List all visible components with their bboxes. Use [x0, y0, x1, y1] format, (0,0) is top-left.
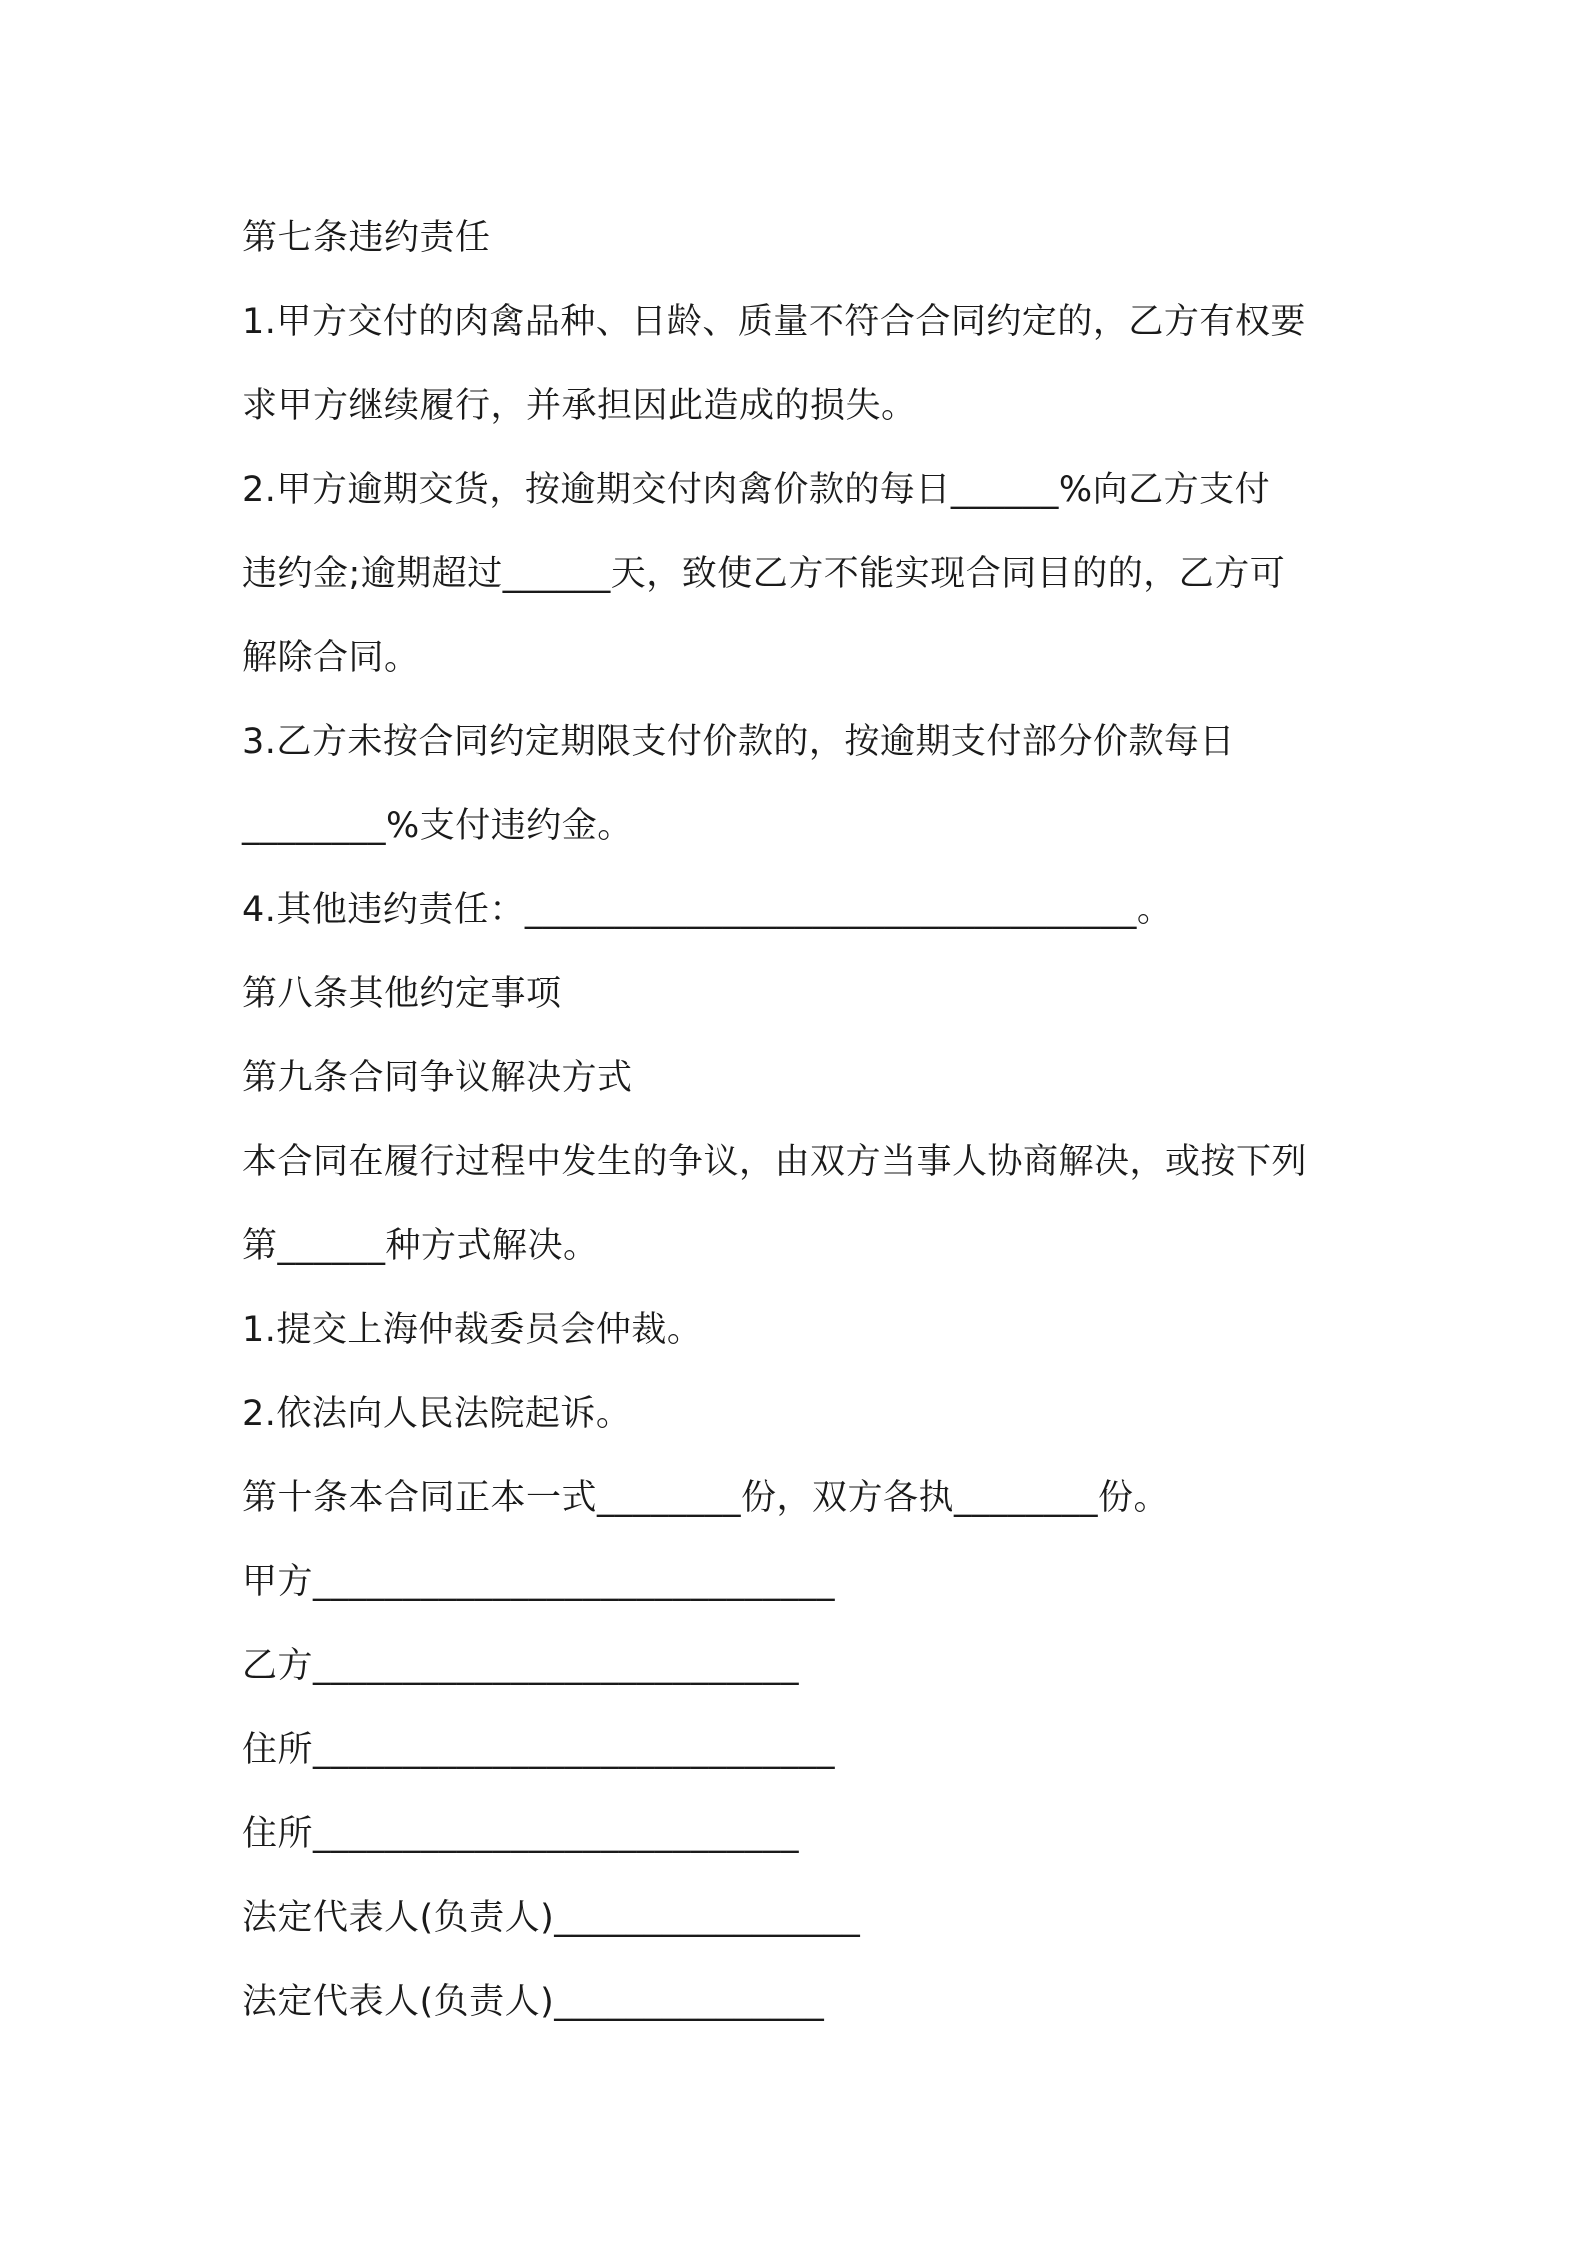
article-7-clause-2-line-1: 2.甲方逾期交货，按逾期交付肉禽价款的每日______%向乙方支付: [242, 470, 1271, 510]
article-9-heading: 第九条合同争议解决方式: [242, 1058, 633, 1098]
article-7-clause-3-line-2: ________%支付违约金。: [242, 806, 633, 846]
article-7-clause-2-line-2: 违约金;逾期超过______天，致使乙方不能实现合同目的的，乙方可: [242, 554, 1286, 594]
article-9-text-line-2: 第______种方式解决。: [242, 1226, 599, 1266]
article-7-heading: 第七条违约责任: [242, 218, 491, 258]
article-9-option-1: 1.提交上海仲裁委员会仲裁。: [242, 1310, 703, 1350]
party-b-signature-line: 乙方___________________________: [242, 1646, 800, 1686]
party-b-address-line: 住所___________________________: [242, 1814, 800, 1854]
article-9-text-line-1: 本合同在履行过程中发生的争议，由双方当事人协商解决，或按下列: [242, 1142, 1308, 1182]
article-7-clause-1-line-1: 1.甲方交付的肉禽品种、日龄、质量不符合合同约定的，乙方有权要: [242, 302, 1306, 342]
party-b-legal-representative-line: 法定代表人(负责人)_______________: [242, 1982, 825, 2022]
article-7-clause-4: 4.其他违约责任：__________________________________。: [242, 890, 1173, 930]
party-a-address-line: 住所_____________________________: [242, 1730, 836, 1770]
article-7-clause-3-line-1: 3.乙方未按合同约定期限支付价款的，按逾期支付部分价款每日: [242, 722, 1235, 762]
article-10-text: 第十条本合同正本一式________份，双方各执________份。: [242, 1478, 1170, 1518]
article-8-heading: 第八条其他约定事项: [242, 974, 562, 1014]
party-a-legal-representative-line: 法定代表人(负责人)_________________: [242, 1898, 861, 1938]
article-7-clause-2-line-3: 解除合同。: [242, 638, 420, 678]
document-body: [242, 196, 1362, 2044]
article-9-option-2: 2.依法向人民法院起诉。: [242, 1394, 632, 1434]
party-a-signature-line: 甲方_____________________________: [242, 1562, 836, 1602]
article-7-clause-1-line-2: 求甲方继续履行，并承担因此造成的损失。: [242, 386, 917, 426]
